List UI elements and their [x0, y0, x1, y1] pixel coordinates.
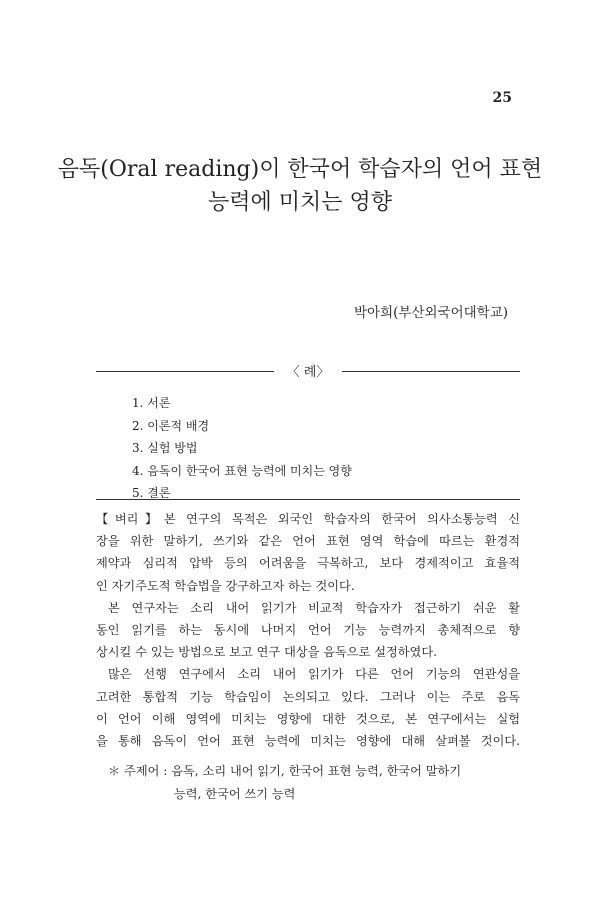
- table-of-contents: [132, 392, 352, 505]
- abstract-line: 많은 선행 연구에서 소리 내어 읽기가 다른 언어 기능의 연관성을: [108, 667, 520, 682]
- toc-item: 1. 서론: [132, 396, 171, 410]
- abstract-line: 이 언어 이해 영역에 미치는 영향에 대한 것으로, 본 연구에서는 실험: [96, 711, 520, 726]
- abstract-line: 동인 읽기를 하는 동시에 나머지 언어 기능 능력까지 총체적으로 향: [96, 623, 520, 638]
- toc-heading: [96, 361, 520, 381]
- paper-title-line-2: 능력에 미치는 영향: [207, 190, 392, 215]
- abstract-line: 제약과 심리적 압박 등의 어려움을 극복하고, 보다 경제적이고 효율적: [96, 556, 520, 571]
- abstract-line: 【벼리】본 연구의 목적은 외국인 학습자의 한국어 의사소통능력 신: [96, 512, 520, 526]
- abstract-line: 장을 위한 말하기, 쓰기와 같은 언어 표현 영역 학습에 따르는 환경적: [96, 534, 520, 549]
- toc-rule-right: [342, 371, 520, 372]
- keywords-label: ＊ 주제어 :: [108, 764, 168, 778]
- abstract-line: 인 자기주도적 학습법을 강구하고자 하는 것이다.: [96, 578, 355, 593]
- paper-title-line-1: 음독(Oral reading)이 한국어 학습자의 언어 표현: [57, 157, 543, 182]
- keywords-line-1: 음독, 소리 내어 읽기, 한국어 표현 능력, 한국어 말하기: [171, 764, 462, 778]
- toc-item: 5. 결론: [132, 486, 171, 500]
- abstract-line: 고려한 통합적 기능 학습임이 논의되고 있다. 그러나 이는 주로 음독: [96, 689, 520, 704]
- keywords: [108, 760, 461, 805]
- toc-item: 3. 실험 방법: [132, 441, 198, 455]
- abstract-line: 본 연구자는 소리 내어 읽기가 비교적 학습자가 접근하기 쉬운 활: [108, 600, 520, 615]
- keywords-line-2: 능력, 한국어 쓰기 능력: [174, 786, 296, 801]
- toc-item: 2. 이론적 배경: [132, 418, 210, 433]
- toc-item: 4. 음독이 한국어 표현 능력에 미치는 영향: [132, 463, 352, 478]
- section-divider: [96, 499, 520, 500]
- abstract-line: 을 통해 음독이 언어 표현 능력에 미치는 영향에 대해 살펴볼 것이다.: [96, 734, 520, 749]
- toc-heading-label: 〈 례〉: [286, 365, 330, 380]
- page-number: 25: [492, 90, 512, 106]
- author-affiliation: 박아희(부산외국어대학교): [354, 305, 508, 321]
- abstract-line: 상시킬 수 있는 방법으로 보고 연구 대상을 음독으로 설정하였다.: [96, 645, 437, 660]
- abstract: [96, 508, 520, 752]
